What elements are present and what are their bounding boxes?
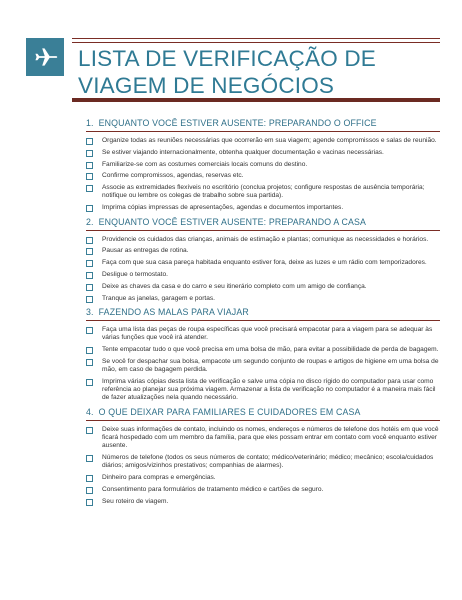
section-rule xyxy=(86,320,440,321)
checkbox[interactable] xyxy=(86,260,93,267)
checkbox[interactable] xyxy=(86,162,93,169)
section-number: 3. xyxy=(86,306,94,317)
checkbox[interactable] xyxy=(86,487,93,494)
page-title-line-1: LISTA DE VERIFICAÇÃO DE xyxy=(78,46,377,71)
checklist-item-text: Imprima várias cópias desta lista de verificação e salve uma cópia no disco rígido do computador para usar como referência ao planejar sua próxima viagem. Armazenar a lista de verificação no computador é a maneira mais fácil de fazer atualizações nela quando necessário. xyxy=(102,377,436,402)
checkbox[interactable] xyxy=(86,499,93,506)
checklist-item-text: Confirme compromissos, agendas, reservas etc. xyxy=(102,172,244,180)
checkbox[interactable] xyxy=(86,284,93,291)
checklist-item-text: Números de telefone (todos os seus números de contato; médico/veterinário; médico; mecânico; escola/cuidados diários; amigos/vizinhos prestativos; companhias de alarmes). xyxy=(102,454,434,470)
checklist-item xyxy=(86,454,440,471)
checklist-item xyxy=(86,247,440,255)
checklist-item xyxy=(86,271,440,279)
checklist-section-3 xyxy=(86,307,440,403)
checklist-item xyxy=(86,486,440,494)
airplane-icon xyxy=(31,43,59,71)
checklist-item xyxy=(86,172,440,180)
section-heading xyxy=(86,217,440,227)
checklist-item xyxy=(86,346,440,354)
checklist-item-text: Familiarize-se com as costumes comerciais locais comuns do destino. xyxy=(102,160,308,168)
checkbox[interactable] xyxy=(86,296,93,303)
section-number: 1. xyxy=(86,118,94,128)
checkbox[interactable] xyxy=(86,272,93,279)
checklist-item-text: Pausar as entregas de rotina. xyxy=(102,247,189,255)
checklist-section-4 xyxy=(86,407,440,506)
checklist-item xyxy=(86,161,440,169)
checklist-item xyxy=(86,326,440,343)
checklist-item-text: Deixe as chaves da casa e do carro e seu itinerário completo com um amigo de confiança. xyxy=(102,282,367,290)
checklist-item xyxy=(86,204,440,212)
checklist-item xyxy=(86,236,440,244)
section-heading xyxy=(86,118,440,128)
section-title: ENQUANTO VOCÊ ESTIVER AUSENTE: PREPARANDO O OFFICE xyxy=(98,118,377,128)
checkbox[interactable] xyxy=(86,237,93,244)
airplane-icon-box xyxy=(26,38,64,76)
checklist-item xyxy=(86,137,440,145)
checkbox[interactable] xyxy=(86,173,93,180)
checklist-item xyxy=(86,378,440,403)
checklist-item-text: Associe as extremidades flexíveis no escritório (conclua projetos; configure respostas de ausência temporária; notifique ou lembre os colegas de trabalho sobre sua partida). xyxy=(102,184,425,200)
checkbox[interactable] xyxy=(86,138,93,145)
checklist-item xyxy=(86,295,440,303)
checkbox[interactable] xyxy=(86,427,93,434)
checklist-item-text: Desligue o termostato. xyxy=(102,270,168,278)
section-rule xyxy=(86,420,440,421)
checkbox[interactable] xyxy=(86,327,93,334)
checklist-content xyxy=(86,118,440,510)
checklist-section-2 xyxy=(86,217,440,303)
checklist-item-text: Dinheiro para compras e emergências. xyxy=(102,474,216,482)
checkbox[interactable] xyxy=(86,475,93,482)
checklist-item xyxy=(86,474,440,482)
checklist-item xyxy=(86,358,440,375)
section-title: O QUE DEIXAR PARA FAMILIARES E CUIDADORES EM CASA xyxy=(98,406,361,417)
checklist-item-text: Faça uma lista das peças de roupa específicas que você precisará empacotar para a viagem para se adequar às várias funções que você irá atender. xyxy=(102,325,433,342)
section-rule xyxy=(86,230,440,231)
checklist-item-text: Tente empacotar tudo o que você precisa em uma bolsa de mão, para evitar a possibilidade de perda de bagagem. xyxy=(102,345,439,353)
checklist-item xyxy=(86,149,440,157)
checklist-item-text: Providencie os cuidados das crianças, animais de estimação e plantas; comunique as necessidades e horários. xyxy=(102,235,429,243)
section-title: ENQUANTO VOCÊ ESTIVER AUSENTE: PREPARANDO A CASA xyxy=(98,216,367,227)
page-title xyxy=(78,45,448,99)
checklist-item-text: Organize todas as reuniões necessárias que ocorrerão em sua viagem; agende compromissos e salas de reunião. xyxy=(102,137,437,144)
checklist-item-text: Faça com que sua casa pareça habitada enquanto estiver fora, deixe as luzes e um rádio com temporizadores. xyxy=(102,259,427,267)
checkbox[interactable] xyxy=(86,150,93,157)
header-top-rules xyxy=(72,38,440,43)
checkbox[interactable] xyxy=(86,347,93,354)
title-underline-bar xyxy=(72,98,440,102)
checklist-item xyxy=(86,283,440,291)
checklist-item xyxy=(86,498,440,506)
checklist-item-text: Seu roteiro de viagem. xyxy=(102,497,169,505)
checklist-item xyxy=(86,426,440,451)
section-number: 2. xyxy=(86,216,94,227)
section-number: 4. xyxy=(86,406,94,417)
checklist-section-1 xyxy=(86,118,440,213)
checklist-item-text: Consentimento para formulários de tratamento médico e cartões de seguro. xyxy=(102,486,324,494)
checklist-item-text: Tranque as janelas, garagem e portas. xyxy=(102,294,216,302)
checklist-item xyxy=(86,259,440,267)
checkbox[interactable] xyxy=(86,455,93,462)
checkbox[interactable] xyxy=(86,359,93,366)
checklist-item xyxy=(86,184,440,201)
checkbox[interactable] xyxy=(86,248,93,255)
checkbox[interactable] xyxy=(86,205,93,212)
section-heading xyxy=(86,307,440,317)
checkbox[interactable] xyxy=(86,379,93,386)
checklist-item-text: Imprima cópias impressas de apresentações, agendas e documentos importantes. xyxy=(102,204,344,212)
page-title-line-2: VIAGEM DE NEGÓCIOS xyxy=(78,73,335,98)
checklist-item-text: Se estiver viajando internacionalmente, obtenha qualquer documentação e vacinas necessárias. xyxy=(102,148,384,156)
checklist-item-text: Se você for despachar sua bolsa, empacote um segundo conjunto de roupas e artigos de higiene em uma bolsa de mão, em caso de bagagem perdida. xyxy=(102,357,439,374)
section-heading xyxy=(86,407,440,417)
checkbox[interactable] xyxy=(86,185,93,192)
checklist-item-text: Deixe suas informações de contato, incluindo os nomes, endereços e números de telefone dos hotéis em que você ficará hospedado com um membro da família, para que eles possam entrar em contato com você enquanto estiver ausente. xyxy=(102,425,439,450)
section-rule xyxy=(86,131,440,132)
section-title: FAZENDO AS MALAS PARA VIAJAR xyxy=(98,306,249,317)
